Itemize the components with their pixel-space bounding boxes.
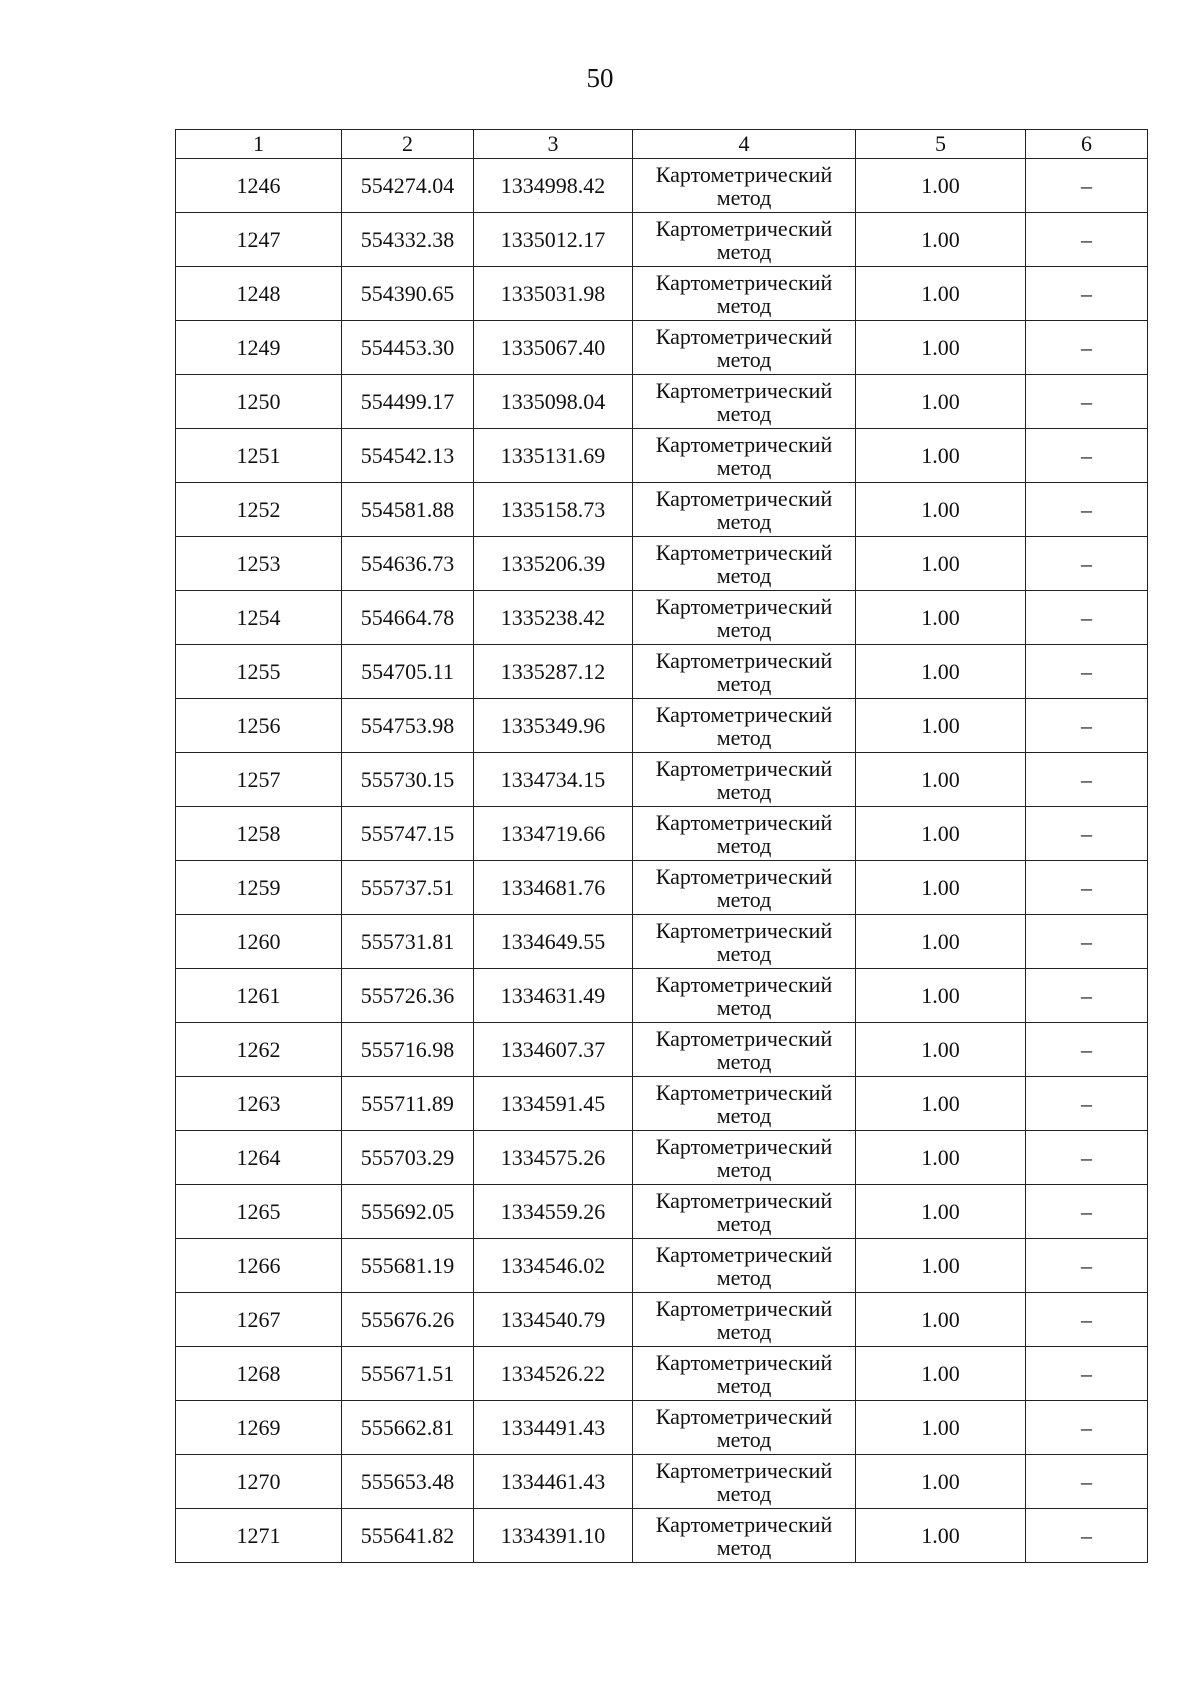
cell-point-number: 1255 (176, 645, 342, 699)
cell-y-coordinate: 1334998.42 (474, 159, 633, 213)
cell-x-coordinate: 555711.89 (342, 1077, 474, 1131)
method-line-2: метод (716, 238, 772, 264)
cell-y-coordinate: 1334546.02 (474, 1239, 633, 1293)
cell-accuracy: 1.00 (856, 1185, 1026, 1239)
method-line-2: метод (716, 886, 772, 912)
cell-note: – (1026, 375, 1148, 429)
table-row (176, 1239, 1148, 1293)
coordinates-table (175, 129, 1148, 1563)
method-line-1: Картометрический (655, 1457, 833, 1483)
method-line-1: Картометрический (655, 1079, 833, 1105)
cell-point-number: 1253 (176, 537, 342, 591)
cell-x-coordinate: 554332.38 (342, 213, 474, 267)
method-line-2: метод (716, 508, 772, 534)
cell-accuracy: 1.00 (856, 375, 1026, 429)
cell-note: – (1026, 213, 1148, 267)
table-row (176, 645, 1148, 699)
cell-accuracy: 1.00 (856, 1131, 1026, 1185)
cell-method (633, 969, 856, 1023)
cell-accuracy: 1.00 (856, 1077, 1026, 1131)
cell-y-coordinate: 1334526.22 (474, 1347, 633, 1401)
cell-x-coordinate: 554636.73 (342, 537, 474, 591)
cell-accuracy: 1.00 (856, 645, 1026, 699)
cell-point-number: 1271 (176, 1509, 342, 1563)
cell-note: – (1026, 1131, 1148, 1185)
method-line-2: метод (716, 1426, 772, 1452)
cell-note: – (1026, 267, 1148, 321)
cell-y-coordinate: 1335287.12 (474, 645, 633, 699)
table-row (176, 699, 1148, 753)
cell-point-number: 1265 (176, 1185, 342, 1239)
cell-note: – (1026, 483, 1148, 537)
cell-point-number: 1260 (176, 915, 342, 969)
method-line-1: Картометрический (655, 809, 833, 835)
cell-accuracy: 1.00 (856, 321, 1026, 375)
cell-method (633, 159, 856, 213)
cell-note: – (1026, 321, 1148, 375)
method-line-2: метод (716, 832, 772, 858)
method-line-1: Картометрический (655, 485, 833, 511)
cell-x-coordinate: 555730.15 (342, 753, 474, 807)
cell-point-number: 1249 (176, 321, 342, 375)
cell-y-coordinate: 1335098.04 (474, 375, 633, 429)
method-line-2: метод (716, 184, 772, 210)
cell-accuracy: 1.00 (856, 915, 1026, 969)
method-line-2: метод (716, 1156, 772, 1182)
method-line-1: Картометрический (655, 1133, 833, 1159)
column-header-1: 1 (176, 130, 342, 159)
cell-x-coordinate: 554453.30 (342, 321, 474, 375)
cell-point-number: 1266 (176, 1239, 342, 1293)
cell-y-coordinate: 1335206.39 (474, 537, 633, 591)
cell-y-coordinate: 1334391.10 (474, 1509, 633, 1563)
cell-point-number: 1270 (176, 1455, 342, 1509)
table-row (176, 375, 1148, 429)
cell-method (633, 1509, 856, 1563)
cell-y-coordinate: 1334607.37 (474, 1023, 633, 1077)
cell-accuracy: 1.00 (856, 267, 1026, 321)
method-line-1: Картометрический (655, 161, 833, 187)
cell-method (633, 537, 856, 591)
table-row (176, 1077, 1148, 1131)
method-line-2: метод (716, 1318, 772, 1344)
cell-accuracy: 1.00 (856, 159, 1026, 213)
cell-accuracy: 1.00 (856, 1401, 1026, 1455)
method-line-2: метод (716, 1480, 772, 1506)
method-line-2: метод (716, 778, 772, 804)
cell-y-coordinate: 1335012.17 (474, 213, 633, 267)
cell-point-number: 1267 (176, 1293, 342, 1347)
method-line-2: метод (716, 562, 772, 588)
cell-accuracy: 1.00 (856, 483, 1026, 537)
cell-method (633, 591, 856, 645)
table-row (176, 591, 1148, 645)
cell-x-coordinate: 554390.65 (342, 267, 474, 321)
cell-y-coordinate: 1334631.49 (474, 969, 633, 1023)
cell-x-coordinate: 555703.29 (342, 1131, 474, 1185)
cell-accuracy: 1.00 (856, 1347, 1026, 1401)
method-line-2: метод (716, 292, 772, 318)
cell-note: – (1026, 1023, 1148, 1077)
method-line-1: Картометрический (655, 1349, 833, 1375)
method-line-1: Картометрический (655, 431, 833, 457)
table-row (176, 159, 1148, 213)
cell-x-coordinate: 555747.15 (342, 807, 474, 861)
cell-y-coordinate: 1334591.45 (474, 1077, 633, 1131)
column-header-4: 4 (633, 130, 856, 159)
method-line-1: Картометрический (655, 755, 833, 781)
cell-note: – (1026, 969, 1148, 1023)
method-line-2: метод (716, 400, 772, 426)
cell-method (633, 645, 856, 699)
cell-point-number: 1269 (176, 1401, 342, 1455)
cell-point-number: 1247 (176, 213, 342, 267)
cell-point-number: 1250 (176, 375, 342, 429)
cell-y-coordinate: 1335067.40 (474, 321, 633, 375)
cell-x-coordinate: 554499.17 (342, 375, 474, 429)
cell-x-coordinate: 555662.81 (342, 1401, 474, 1455)
column-header-3: 3 (474, 130, 633, 159)
column-header-6: 6 (1026, 130, 1148, 159)
method-line-1: Картометрический (655, 215, 833, 241)
method-line-1: Картометрический (655, 701, 833, 727)
cell-point-number: 1259 (176, 861, 342, 915)
method-line-1: Картометрический (655, 647, 833, 673)
method-line-1: Картометрический (655, 539, 833, 565)
cell-point-number: 1257 (176, 753, 342, 807)
cell-method (633, 699, 856, 753)
cell-x-coordinate: 555737.51 (342, 861, 474, 915)
table-row (176, 969, 1148, 1023)
cell-method (633, 1131, 856, 1185)
cell-point-number: 1251 (176, 429, 342, 483)
cell-point-number: 1262 (176, 1023, 342, 1077)
method-line-1: Картометрический (655, 323, 833, 349)
cell-accuracy: 1.00 (856, 1293, 1026, 1347)
cell-accuracy: 1.00 (856, 1023, 1026, 1077)
cell-point-number: 1252 (176, 483, 342, 537)
cell-note: – (1026, 1185, 1148, 1239)
table-row (176, 1023, 1148, 1077)
cell-note: – (1026, 159, 1148, 213)
method-line-1: Картометрический (655, 269, 833, 295)
table-row (176, 1509, 1148, 1563)
cell-note: – (1026, 753, 1148, 807)
cell-point-number: 1258 (176, 807, 342, 861)
method-line-2: метод (716, 994, 772, 1020)
method-line-1: Картометрический (655, 1187, 833, 1213)
cell-x-coordinate: 554581.88 (342, 483, 474, 537)
cell-note: – (1026, 1347, 1148, 1401)
cell-note: – (1026, 537, 1148, 591)
method-line-2: метод (716, 346, 772, 372)
column-header-2: 2 (342, 130, 474, 159)
cell-method (633, 267, 856, 321)
method-line-1: Картометрический (655, 863, 833, 889)
table-row (176, 321, 1148, 375)
cell-method (633, 807, 856, 861)
cell-x-coordinate: 555641.82 (342, 1509, 474, 1563)
cell-note: – (1026, 1239, 1148, 1293)
cell-method (633, 1077, 856, 1131)
cell-method (633, 1401, 856, 1455)
column-header-5: 5 (856, 130, 1026, 159)
cell-note: – (1026, 591, 1148, 645)
table-row (176, 1185, 1148, 1239)
cell-note: – (1026, 699, 1148, 753)
method-line-1: Картометрический (655, 593, 833, 619)
method-line-1: Картометрический (655, 1241, 833, 1267)
method-line-2: метод (716, 616, 772, 642)
cell-point-number: 1268 (176, 1347, 342, 1401)
cell-note: – (1026, 807, 1148, 861)
cell-method (633, 483, 856, 537)
table-row (176, 483, 1148, 537)
table-row (176, 807, 1148, 861)
table-row (176, 537, 1148, 591)
cell-method (633, 753, 856, 807)
table-row (176, 1293, 1148, 1347)
table-row (176, 1401, 1148, 1455)
cell-accuracy: 1.00 (856, 753, 1026, 807)
cell-x-coordinate: 555653.48 (342, 1455, 474, 1509)
cell-x-coordinate: 554664.78 (342, 591, 474, 645)
cell-y-coordinate: 1334559.26 (474, 1185, 633, 1239)
cell-x-coordinate: 554542.13 (342, 429, 474, 483)
method-line-2: метод (716, 940, 772, 966)
method-line-1: Картометрический (655, 1403, 833, 1429)
method-line-2: метод (716, 1372, 772, 1398)
table-row (176, 267, 1148, 321)
table-row (176, 753, 1148, 807)
cell-point-number: 1261 (176, 969, 342, 1023)
cell-note: – (1026, 915, 1148, 969)
method-line-2: метод (716, 1102, 772, 1128)
cell-y-coordinate: 1334540.79 (474, 1293, 633, 1347)
table-row (176, 1455, 1148, 1509)
cell-method (633, 1185, 856, 1239)
cell-y-coordinate: 1335031.98 (474, 267, 633, 321)
cell-note: – (1026, 1077, 1148, 1131)
table-row (176, 915, 1148, 969)
cell-x-coordinate: 555671.51 (342, 1347, 474, 1401)
cell-x-coordinate: 555731.81 (342, 915, 474, 969)
cell-method (633, 915, 856, 969)
cell-note: – (1026, 429, 1148, 483)
cell-point-number: 1263 (176, 1077, 342, 1131)
cell-accuracy: 1.00 (856, 1239, 1026, 1293)
cell-y-coordinate: 1334491.43 (474, 1401, 633, 1455)
cell-method (633, 1347, 856, 1401)
method-line-2: метод (716, 454, 772, 480)
cell-x-coordinate: 555716.98 (342, 1023, 474, 1077)
method-line-1: Картометрический (655, 1025, 833, 1051)
table-row (176, 429, 1148, 483)
cell-note: – (1026, 861, 1148, 915)
cell-note: – (1026, 645, 1148, 699)
cell-accuracy: 1.00 (856, 537, 1026, 591)
method-line-2: метод (716, 1264, 772, 1290)
cell-method (633, 1455, 856, 1509)
cell-method (633, 213, 856, 267)
cell-y-coordinate: 1334681.76 (474, 861, 633, 915)
cell-point-number: 1264 (176, 1131, 342, 1185)
method-line-1: Картометрический (655, 377, 833, 403)
table-row (176, 213, 1148, 267)
cell-accuracy: 1.00 (856, 969, 1026, 1023)
cell-y-coordinate: 1334734.15 (474, 753, 633, 807)
cell-point-number: 1256 (176, 699, 342, 753)
table-row (176, 1131, 1148, 1185)
cell-x-coordinate: 555676.26 (342, 1293, 474, 1347)
cell-y-coordinate: 1335238.42 (474, 591, 633, 645)
cell-accuracy: 1.00 (856, 1509, 1026, 1563)
cell-method (633, 321, 856, 375)
cell-method (633, 1239, 856, 1293)
cell-accuracy: 1.00 (856, 699, 1026, 753)
method-line-1: Картометрический (655, 971, 833, 997)
table-row (176, 861, 1148, 915)
cell-y-coordinate: 1334575.26 (474, 1131, 633, 1185)
cell-method (633, 861, 856, 915)
method-line-2: метод (716, 1534, 772, 1560)
method-line-2: метод (716, 1210, 772, 1236)
cell-y-coordinate: 1334719.66 (474, 807, 633, 861)
cell-y-coordinate: 1335131.69 (474, 429, 633, 483)
cell-note: – (1026, 1293, 1148, 1347)
method-line-2: метод (716, 670, 772, 696)
cell-x-coordinate: 555726.36 (342, 969, 474, 1023)
cell-accuracy: 1.00 (856, 429, 1026, 483)
method-line-2: метод (716, 1048, 772, 1074)
method-line-1: Картометрический (655, 1295, 833, 1321)
cell-method (633, 1293, 856, 1347)
cell-method (633, 1023, 856, 1077)
cell-accuracy: 1.00 (856, 591, 1026, 645)
page-number: 50 (586, 63, 614, 93)
cell-point-number: 1254 (176, 591, 342, 645)
table-row (176, 1347, 1148, 1401)
header-row (176, 130, 1148, 159)
cell-note: – (1026, 1509, 1148, 1563)
table-body (176, 159, 1148, 1563)
cell-y-coordinate: 1334649.55 (474, 915, 633, 969)
cell-x-coordinate: 555692.05 (342, 1185, 474, 1239)
cell-note: – (1026, 1401, 1148, 1455)
cell-accuracy: 1.00 (856, 1455, 1026, 1509)
cell-y-coordinate: 1335158.73 (474, 483, 633, 537)
method-line-1: Картометрический (655, 1511, 833, 1537)
cell-y-coordinate: 1334461.43 (474, 1455, 633, 1509)
cell-y-coordinate: 1335349.96 (474, 699, 633, 753)
cell-method (633, 375, 856, 429)
cell-accuracy: 1.00 (856, 861, 1026, 915)
cell-accuracy: 1.00 (856, 213, 1026, 267)
cell-method (633, 429, 856, 483)
cell-note: – (1026, 1455, 1148, 1509)
cell-point-number: 1248 (176, 267, 342, 321)
cell-x-coordinate: 554705.11 (342, 645, 474, 699)
method-line-1: Картометрический (655, 917, 833, 943)
table-header (176, 130, 1148, 159)
cell-x-coordinate: 554274.04 (342, 159, 474, 213)
cell-point-number: 1246 (176, 159, 342, 213)
cell-x-coordinate: 555681.19 (342, 1239, 474, 1293)
method-line-2: метод (716, 724, 772, 750)
cell-accuracy: 1.00 (856, 807, 1026, 861)
cell-x-coordinate: 554753.98 (342, 699, 474, 753)
